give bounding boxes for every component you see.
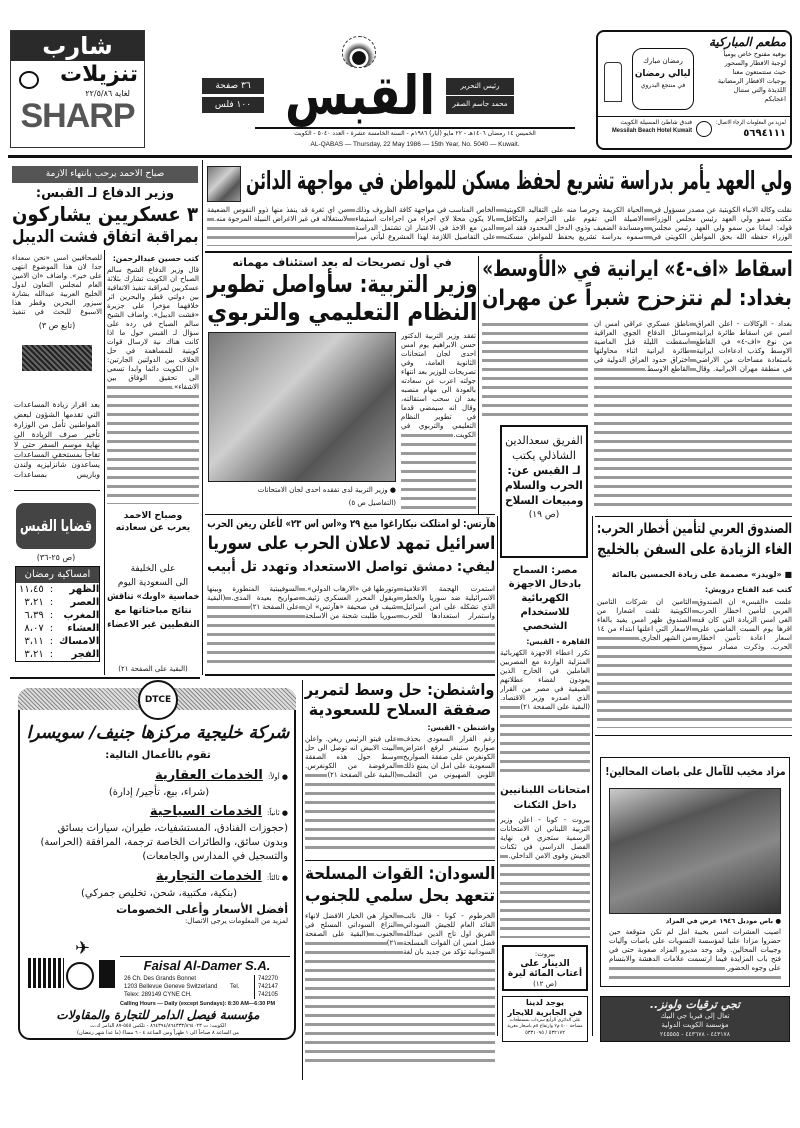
restaurant-name-text: مطعم المباركية xyxy=(709,35,786,49)
dtce-headline xyxy=(26,725,290,743)
restaurant-line xyxy=(698,59,786,68)
egypt-dateline: القاهرة - القبس: xyxy=(526,637,590,646)
sudan-headline-2 xyxy=(305,888,495,906)
rent-ad-phone: ٥٣٢١٧٢ / ٥٣٣١٠٩٥ xyxy=(525,1030,565,1036)
sharp-ad-sale: تنزيلات xyxy=(60,62,138,87)
car-icon xyxy=(66,962,94,990)
bus-photo xyxy=(609,788,781,914)
restaurant-line xyxy=(698,86,786,95)
prayer-title xyxy=(16,567,99,583)
price xyxy=(202,97,264,113)
newspaper-logo xyxy=(285,66,435,126)
company-name-en-text: Faisal Al-Damer S.A. xyxy=(143,958,271,973)
beirut-line xyxy=(507,969,583,979)
sub-headline-text: نتائج مباحثاتها مع xyxy=(114,606,192,616)
service-item xyxy=(30,802,288,864)
washington-dateline-text: واشنطن - القبس: xyxy=(427,723,495,732)
service-item xyxy=(30,867,288,900)
badge-line xyxy=(635,55,691,67)
washington-headline-2 xyxy=(305,702,495,719)
rent-ad-line: على الدائري الرابع سرداب بمسطحات مساحة ٤٠٠ م٢ وارتفاع ٥م باسعار مغرية xyxy=(507,1018,583,1029)
shazly-line-text: الحرب والسلام xyxy=(505,479,583,492)
prayer-name: العصر xyxy=(70,597,100,608)
address-line xyxy=(124,975,224,983)
iraq-headline-2 xyxy=(482,287,792,310)
israel-kicker-text: هآرتس: لو امتلكت نيكاراغوا ميغ ٢٩ و«اس اس ٢٣» لأعلن ريغن الحرب xyxy=(206,518,496,530)
lantern-icon xyxy=(604,62,622,102)
dtce-intro-text: تقوم بالأعمال التالية: xyxy=(105,750,211,761)
hotel-name-ar-text: فندق شاطئ المسيلة الكويت xyxy=(620,119,692,126)
left-kicker-text: صباح الاحمد يرحب بانتهاء الازمة xyxy=(45,169,165,179)
date-line-arabic-text: الخميس ١٤ رمضان ١٤٠٦هـ - ٢٢ مايو (أيار) ١٩٨٦م - السنة الخامسة عشرة - العدد ٥٠٤٠ - الكويت xyxy=(294,130,536,137)
sub-headline xyxy=(107,618,199,632)
promo-line xyxy=(601,1021,789,1030)
fund-subheadline-text: ■ «لويدز» مصممة على زيادة الخمسين بالمائة xyxy=(611,570,792,579)
prayer-name: الظهر xyxy=(69,584,100,595)
address-line-text: 26 Ch. Des Grands Bonnet xyxy=(124,976,197,982)
israel-headline-2-text: ليفي: دمشق تواصل الاستعداد وتهدد تل أبيب xyxy=(206,559,496,575)
beirut-line-text: الدينار على xyxy=(520,959,570,969)
restaurant-phone: ٥٦٩٤١١١ xyxy=(743,128,786,139)
hotel-name-en-text: Messilah Beach Hotel Kuwait xyxy=(611,128,693,134)
address-line xyxy=(124,983,224,991)
prayer-name: العشاء xyxy=(67,623,100,634)
editor-name-text: محمد جاسم الصقر xyxy=(452,100,508,108)
continued-note: (البقية على الصفحة ٢١) xyxy=(305,930,397,947)
sudan-body xyxy=(305,912,495,1062)
promo-line-text: مؤسسة الكويت الدولية xyxy=(661,1021,729,1029)
sub-headline-text: على الخليفة xyxy=(130,564,176,574)
fund-subheadline xyxy=(597,569,792,580)
left-body2-text: للصحافيين امس «نحن سعداء جدا لان هذا الموضوع انتهى على خير». واضاف «ان الامين العام لمجلس التعاون لدول الخليج العربية عبدالله بشارة سيزور البحرين وقطر هذا الاسبوع للبحث في تنفيذ xyxy=(12,254,102,317)
prayer-rows xyxy=(16,583,102,661)
hotel-name-ar xyxy=(612,119,692,127)
fund-headline-1 xyxy=(597,522,792,537)
badge-line-text: في منتجع البدروي xyxy=(640,82,686,89)
israel-headline-1 xyxy=(207,535,495,554)
sudan-headline-1 xyxy=(305,866,495,884)
lebanon-story xyxy=(500,783,590,938)
service-desc: (حجوزات الفنادق، المستشفيات، طيران، سيارات بسائق وبدون سائق، والطائرات الخاصة ترجمة، المرافقة (الحراسة) والتسجيل في المدارس والجامعات) xyxy=(40,823,288,862)
tel-label: Tel. xyxy=(230,984,240,990)
continued-note: (تابع ص ٣) xyxy=(12,320,102,331)
tel-number: 742270 xyxy=(258,976,279,982)
dtce-logo: DTCE xyxy=(138,680,178,720)
restaurant-ad xyxy=(596,30,792,150)
calling-hours xyxy=(120,1001,292,1008)
building-icon xyxy=(28,958,64,988)
left-byline-text: كتب حسين عبدالرحمن: xyxy=(112,254,199,263)
education-headline-2-text: النظام التعليمي والتربوي xyxy=(206,298,478,326)
shazly-line xyxy=(505,448,583,463)
prayer-row: الظهر : ١١،٤٥ xyxy=(16,583,102,596)
calling-hours-text: Calling Hours — Daily (except Sundays): 8:30 AM—6:30 PM xyxy=(120,1001,276,1007)
restaurant-info-text: لمزيد من المعلومات الرجاء الاتصال: xyxy=(716,119,786,126)
education-body xyxy=(401,332,476,510)
fund-headline-2-text: الغاء الزيادة على السفن بالخليج xyxy=(597,540,792,558)
rent-ad xyxy=(502,996,588,1042)
editor-label-text: رئيس التحرير xyxy=(460,82,500,90)
shazly-line xyxy=(505,478,583,493)
shazly-line-text: الفريق سعدالدين xyxy=(505,434,583,447)
dtce-headline-text: شركة خليجية مركزها جنيف/ سويسرا xyxy=(26,723,290,743)
shazly-line xyxy=(505,463,583,478)
hotel-logo-icon xyxy=(696,121,712,137)
service-title: الخدمات التجارية xyxy=(155,869,262,884)
sub-headline-text: الى السعودية اليوم xyxy=(117,578,189,588)
date-line-arabic xyxy=(255,130,575,138)
prayer-time: ١١،٤٥ xyxy=(19,584,44,595)
washington-dateline xyxy=(400,723,495,733)
company-name-en xyxy=(124,958,290,973)
issues-box-pages: (ص ٢٥-٣٦) xyxy=(36,553,76,562)
beirut-box[interactable] xyxy=(502,945,588,991)
newspaper-logo-text: القبس xyxy=(284,64,436,127)
israel-body-text: استمرت الهجمة الاعلامية الاسرائيلية ضد سوريا والخطر الذي تشكله على امن اسرائيل واستمرار استعدادها للحرب وتورطها في «الارهاب الدولي». ويقول المحرر العسكري زئيف شيف في صحيفة «هآرتس» ان سوريا طلبت شحنة من الاسلحة السوفييتية المتطورة وبينها صواريخ بعيدة المدى. xyxy=(207,585,495,620)
shazly-line xyxy=(505,433,583,448)
badge-line xyxy=(635,81,691,91)
sudan-headline-1-text: السودان: القوات المسلحة xyxy=(304,864,496,884)
lead-body xyxy=(207,206,792,246)
lead-headline xyxy=(246,168,792,194)
sharp-ad-title: شارب xyxy=(11,31,144,61)
sudan-body-text: الخرطوم - كونا - قال نائب القائد العام للجيش السوداني الفريق اول تاج الدين عبدالله فضل امس ان القوات المسلحة السودانية تؤكد من جديد بان لغة الحوار هي الخيار الافضل لانهاء النزاع السوداني المسلح في الجنوب. xyxy=(305,912,495,956)
continued-note: (البقية على الصفحة ٢١) xyxy=(327,771,397,779)
small-note-text: بعد اقرار زيادة المساعدات التي تقدمها الشؤون لبعض المواطنين تأمل من الوزارة تأخير صرف الزيادة الى نهاية موسم السفر حتى لا تفاجأ بمستحقي المساعدات يساعدون شانزليزيه ولندن وباريس بمساعدات xyxy=(14,400,100,480)
service-num: ● ثالثاً: xyxy=(266,874,288,882)
prayer-row: الامساك : ٣،١١ xyxy=(16,635,102,648)
beirut-line: بيروت: xyxy=(534,950,556,958)
education-caption-text: ● وزير التربية لدى تفقده احدى لجان الامتحانات xyxy=(257,486,396,494)
shazly-page: (ص ١٩) xyxy=(528,510,560,520)
sharp-ad xyxy=(10,30,145,148)
dtce-footer xyxy=(26,1023,290,1030)
sub-headline-text: النفطيين غير الاعضاء xyxy=(106,620,200,630)
lebanon-body xyxy=(500,816,590,938)
iraq-body xyxy=(594,320,792,510)
prayer-name: الفجر xyxy=(71,649,100,660)
date-line-english-text: AL-QABAS — Thursday, 22 May 1986 — 15th Year, No. 5040 — Kuwait. xyxy=(310,141,520,148)
auction-headline-text: مزاد مخيب للآمال على باصات المحالين! xyxy=(604,765,786,778)
ramadan-badge xyxy=(632,48,694,110)
fund-byline xyxy=(700,585,792,595)
tel-number: 742147 xyxy=(258,984,279,990)
company-name-ar xyxy=(26,1009,290,1022)
dtce-best-prices: أفضل الأسعار وأعلى الخصومات xyxy=(116,903,288,916)
education-caption xyxy=(208,485,396,495)
restaurant-line xyxy=(698,50,786,59)
restaurant-name xyxy=(698,34,786,50)
price-text: ١٠٠ فلس xyxy=(214,100,252,110)
lebanon-headline-2-text: داخل الثكنات xyxy=(513,800,577,811)
dtce-intro xyxy=(26,751,290,762)
israel-kicker xyxy=(207,519,495,530)
prayer-row: الفجر : ٣،٢١ xyxy=(16,648,102,661)
auction-caption-text: ● باص موديل ١٩٤٦ عرض في المزاد xyxy=(665,917,781,925)
prayer-name: الامساك xyxy=(59,636,100,647)
tv-icon xyxy=(19,71,39,89)
prayer-time: ٨،٠٧ xyxy=(24,623,44,634)
dtce-footer xyxy=(26,1030,290,1037)
left-pre-headline xyxy=(12,187,198,201)
tel-number: 742105 xyxy=(258,992,279,998)
restaurant-line-text: اللذيذة والتي ستنال xyxy=(733,86,786,94)
lead-body-text: نقلت وكالة الانباء الكويتية عن مصدر مسؤول في مكتب سمو ولي العهد رئيس مجلس الوزراء قوله: ايمانا من سمو ولي العهد رئيس مجلس الوزراء حفظه الله بحق المواطن الكويتي في الحياة الكريمة وحرصا منه على التقاليد الكويتية الاصيلة التي تقوم على التراحم والتكافل ومساندة الضعيف وذوي الدخل المحدود فقد امر سموه بدراسة تشريع يحفظ للمواطن مسكنه الخاص المناسب في مواجهة كافة الظروف وذلك بالا يكون محلا لاي اجراء من اجراءات استيفاء الدين مع الاخذ في الاعتبار ان تشتمل الدراسة على التفاصيل اللازمة لهذا المشروع ليأتي مبرأ من اي ثغرة قد ينفذ منها ذوو النفوس الضعيفة لاستغلاله في غير الاغراض النبيلة المرجوة منه. xyxy=(207,206,792,241)
washington-body-text: رغم القرار السعودي بحذف صواريخ ستينغر لرفع اعتراض الكونغرس على صفقة الصواريخ السعودية على امل ان يمنع ذلك اللوبي الصهيوني من التغلب على فيتو الرئيس ريغن. واعلن البيت الابيض انه توصل الى حل وسط حول هذه الصفقة المرفوضة من الكونغرس. xyxy=(305,735,495,779)
lebanon-headline xyxy=(500,783,590,813)
education-kicker-text: في أول تصريحات له بعد استئناف مهماته xyxy=(232,256,452,269)
rent-ad-line-text: يوجد لدينا xyxy=(525,998,565,1007)
sharp-brand-logo: SHARP xyxy=(20,97,135,135)
washington-headline-1 xyxy=(305,682,495,699)
badge-line-text: ليالي رمضان xyxy=(635,69,691,79)
prayer-name: المغرب xyxy=(63,610,100,621)
fund-body xyxy=(597,598,792,728)
small-note xyxy=(14,400,100,480)
education-continued-text: (التفاصيل ص ٥) xyxy=(348,499,396,507)
restaurant-line-text: لوجبة الافطار والسحور xyxy=(724,59,786,67)
sub-headline-text: يعرب عن سعادته xyxy=(115,523,191,533)
education-body-text: تفقد وزير التربية الدكتور حسن الابراهيم يوم امس احدى لجان امتحانات الثانوية العامة، وفي تصريحات للوزير بعد انتهاء جولته اعرب عن سعادته بالعودة الى مهام منصبه بعد ان سحب استقالته، وقال انه سيمضي قدما في تطوير النظام التعليمي والتربوي في الكويت. xyxy=(401,332,476,439)
auction-story xyxy=(600,757,790,987)
issues-box-title: قضايا القبس xyxy=(20,516,92,535)
left-headline-1-text: ٣ عسكريين يشاركون xyxy=(11,202,199,226)
washington-headline-2-text: صفقة السلاح للسعودية xyxy=(308,700,492,719)
iraq-body-text: بغداد - الوكالات - اعلن العراق امس عن اسقاط طائرة ايرانية من نوع «اف-٤» في القاطع الاوسط وكذب ادعاءات ايرانية باستعادة مساحات من الاراضي في منطقة مهران الايرانية. وقال ناطق عسكري عراقي امس ان وسائل الدفاع الجوي العراقية اسقطت الليلة قبل الماضية طائرة ايرانية اثناء محاولتها اختراق حدود العراق الدولية في القاطع الاوسط. xyxy=(594,320,792,373)
rent-ad-line xyxy=(505,998,585,1008)
dtce-ad xyxy=(18,688,296,1040)
promo-line-text: تجي ترقيات ولونز.. xyxy=(649,998,741,1011)
sub-headline xyxy=(107,576,199,590)
left-body-text: قال وزير الدفاع الشيخ سالم الصباح ان الكويت تشارك بثلاثة عسكريين لمراقبة تنفيذ الاتفاقية بين دولتي قطر والبحرين اثر خلافهما مؤخرا على جزيرة «فشت الديبل». واضاف الشيخ سالم الصباح في رده على سؤال لـ القبس حول ما اذا كانت هناك نية لارسال قوات كويتية للمساهمة في حل الخلاف بين الدولتين الجارتين: «ان الكويت دائما وابدا تسعى الى تحقيق الوفاق بين الاشقاء». xyxy=(107,266,199,391)
address-line-text: 1203 Bellevue Geneve Switzerland xyxy=(124,984,218,990)
israel-headline-1-text: اسرائيل تمهد لاعلان الحرب على سوريا xyxy=(207,533,495,554)
prayer-time: ٣،٢١ xyxy=(24,649,44,660)
iraq-headline-2-text: بغداد: لم نتزحزح شبراً عن مهران xyxy=(482,286,792,311)
iraq-body-continuation xyxy=(482,320,588,419)
remainder-note-text: (البقية على الصفحة ٢١) xyxy=(118,665,188,673)
israel-headline-2 xyxy=(207,560,495,575)
left-kicker xyxy=(12,166,198,183)
sub-headline xyxy=(107,604,199,618)
left-headline-2 xyxy=(12,229,198,247)
promo-ad xyxy=(600,996,790,1042)
shazly-line-text: ومبيعات السلاح xyxy=(504,494,584,507)
service-title: الخدمات العقارية xyxy=(154,768,263,783)
sub-headline-text: خماسية «اوبك» تناقش xyxy=(106,592,200,602)
traveler-icon xyxy=(99,960,115,988)
sub-headline xyxy=(107,562,199,576)
lebanon-body-text: بيروت - كونا - اعلن وزير التربية اللبناني ان الامتحانات الرسمية ستجري في نهاية الفصل الدراسي في ثكنات الجيش وقوى الامن الداخلي. xyxy=(500,816,590,860)
promo-phones xyxy=(601,1030,789,1039)
left-pre-headline-text: وزير الدفاع لـ القبس: xyxy=(35,186,175,201)
service-desc: (شراء، بيع، تأجير/ إدارة) xyxy=(108,787,210,798)
iraq-headline-1 xyxy=(482,258,792,281)
service-item xyxy=(30,766,288,799)
service-num: ● أولاً: xyxy=(267,773,288,781)
pages-count-text: ٣٦ صفحة xyxy=(215,81,251,91)
badge-line xyxy=(635,67,691,81)
rent-ad-line xyxy=(505,1008,585,1018)
remainder-note xyxy=(107,664,199,674)
sudan-headline-2-text: تتعهد بحل سلمي للجنوب xyxy=(304,886,496,906)
sub-headline xyxy=(107,590,199,604)
left-headline-1 xyxy=(12,204,198,225)
service-title: الخدمات السياحية xyxy=(149,804,262,819)
beirut-line-text: أعتاب المائة ليرة xyxy=(507,969,583,979)
editor-box xyxy=(446,78,514,114)
date-line-english xyxy=(255,140,575,149)
fund-headline-2 xyxy=(597,542,792,558)
egypt-headline: مصر: السماح بادخال الاجهزة الكهربائية للاستخدام الشخصي xyxy=(508,565,582,632)
prayer-time: ٣،١١ xyxy=(24,636,44,647)
restaurant-line xyxy=(698,77,786,86)
hotel-name-en xyxy=(612,127,692,135)
badge-line-text: رمضان مبارك xyxy=(643,57,683,65)
auction-body xyxy=(609,928,781,982)
sub-headline-text: وصباح الاحمد xyxy=(123,511,183,521)
israel-body xyxy=(207,585,495,667)
address-line xyxy=(124,991,224,999)
left-headline-2-text: بمراقبة اتفاق فشت الديبل xyxy=(11,227,199,247)
iraq-headline-1-text: اسقاط «اف-٤» ايرانية في «الأوسط» xyxy=(481,257,793,282)
column-logo-graphic xyxy=(22,345,92,371)
fund-body-text: علمت «القبس» ان الصندوق العربي لتأمين اخطار الحرب الغى امس الزيادة التي كان قد اقرها يوم السبت الماضي على اسعار اعادة تأمين اخطار الحرب. وذكرت مصادر سوق التأمين ان شركات التأمين الكويتية تلقت اشعارا من الصندوق ظهر امس يفيد بالغاء الاسعار التي اعلنها ابتداء من ١٤ من الشهر الجاري. xyxy=(597,598,792,651)
dtce-footer-text: من الساعة ٨ صباحاً الى ١ ظهراً ومن الساعة ٤ - ٦ مساءً (ما عدا شهر رمضان) xyxy=(77,1030,239,1036)
education-continued xyxy=(306,498,396,508)
prayer-time: ٣،٢١ xyxy=(24,597,44,608)
promo-line xyxy=(601,998,789,1012)
washington-body xyxy=(305,735,495,855)
egypt-body-text: تكرر اعطاء الاجهزة الكهربائية المنزلية الواردة مع المصريين العاملين في الخارج الذين يعودون لقضاء عطلاتهم الصيفية في مصر من القرار الذي اصدره وزير الاقتصاد. xyxy=(500,649,590,702)
airplane-icon: ✈ xyxy=(75,938,91,959)
address-line-text: Telex: 289149 CYNE CH. xyxy=(124,992,192,998)
restaurant-line-text: اعجابكم xyxy=(764,95,786,103)
promo-line xyxy=(601,1012,789,1021)
auction-caption xyxy=(609,917,781,926)
shazly-line xyxy=(505,493,583,508)
editor-name xyxy=(446,96,514,113)
prayer-row: المغرب : ٦،٣٩ xyxy=(16,609,102,622)
lebanon-headline-1 xyxy=(500,783,590,798)
company-name-ar-text: مؤسسة فيصل الدامر للتجارة والمقاولات xyxy=(56,1008,260,1022)
beirut-page: (ص ١٢) xyxy=(533,980,557,988)
prayer-title-text: امساكية رمضان xyxy=(24,569,91,580)
left-body-2 xyxy=(12,254,102,317)
prayer-row: العصر : ٣،٢١ xyxy=(16,596,102,609)
beirut-line xyxy=(507,959,583,969)
promo-phones-text: ٤٤٣١٧٨ - ٤٤٣٦٧٨ - ٢٤٥٥٥٥ xyxy=(660,1031,730,1038)
lebanon-headline-1-text: امتحانات اللبنانيين xyxy=(500,785,590,796)
restaurant-info xyxy=(716,119,786,127)
washington-headline-1-text: واشنطن: حل وسط لتمرير xyxy=(305,680,495,699)
restaurant-line xyxy=(698,95,786,104)
egypt-story xyxy=(500,564,590,776)
fund-headline-1-text: الصندوق العربي لتأمين أخطار الحرب: xyxy=(596,521,793,537)
left-byline xyxy=(107,254,199,264)
restaurant-line-text: بوجبات الافطار الرمضانية xyxy=(717,77,786,85)
service-desc: (بنكية، مكتبية، شحن، تخليص جمركي) xyxy=(80,888,238,899)
dtce-contact: لمزيد من المعلومات يرجى الاتصال: xyxy=(184,917,288,925)
promo-line-text: تعال إلى فيريا جي البيك xyxy=(660,1012,730,1020)
rent-ad-line-text: في الجابرية للايجار xyxy=(507,1008,583,1017)
prayer-time: ٦،٣٩ xyxy=(24,610,44,621)
pages-count xyxy=(202,78,264,94)
prayer-row: العشاء : ٨،٠٧ xyxy=(16,622,102,635)
continued-note: (البقية على الصفحة ٢١) xyxy=(207,594,299,611)
prayer-times-table xyxy=(15,566,100,662)
dtce-footer-text: الكويت: ت ٨٦٤٣٩٤/٨٦٤٣٣٣/٨٦٤٠٢٣ - تلكس ٥٥٥-٨٧ الدامر ك.ت xyxy=(90,1023,226,1029)
fund-byline-text: كتب عبد الفتاح درويش: xyxy=(704,585,792,594)
auction-body-text: اصيب العشرات امس بخيبة امل لم تكن متوقعة حين حضروا مزادا علنيا لمؤسسة التسويات على باصات وآليات وجيبات المحالين. وقد وجد مديرو المزاد صعوبة حتى في فتح باب المزايدة فيما ارتسمت علامات الدهشة والابتسام على وجوه الحضور. xyxy=(609,928,781,972)
egypt-body xyxy=(500,649,590,776)
education-minister-photo xyxy=(208,332,396,482)
service-num: ● ثانياً: xyxy=(267,809,288,817)
restaurant-line xyxy=(698,68,786,77)
education-headline-1-text: وزير التربية: سأواصل تطوير xyxy=(206,270,478,298)
sharp-ad-until: لغاية ٢٢/٥/٨٦ xyxy=(85,89,130,98)
lead-headline-text: ولي العهد يأمر بدراسة تشريع لحفظ مسكن للمواطن في مواجهة الدائن xyxy=(245,166,793,195)
auction-headline xyxy=(605,766,785,778)
restaurant-line-text: حيث ستتمتعون معنا xyxy=(732,68,786,76)
lebanon-headline-2 xyxy=(500,798,590,813)
shazly-line-text: الشاذلي يكتب xyxy=(512,449,576,462)
continued-note: (البقية على الصفحة ٢١) xyxy=(520,703,590,711)
restaurant-line-text: بوفيه مفتوح خاص يومياً xyxy=(723,50,786,58)
shazly-box[interactable] xyxy=(500,425,588,558)
shazly-line-text: لـ القبس عن: xyxy=(507,464,581,477)
issues-box[interactable] xyxy=(16,503,96,549)
editor-label xyxy=(446,78,514,96)
